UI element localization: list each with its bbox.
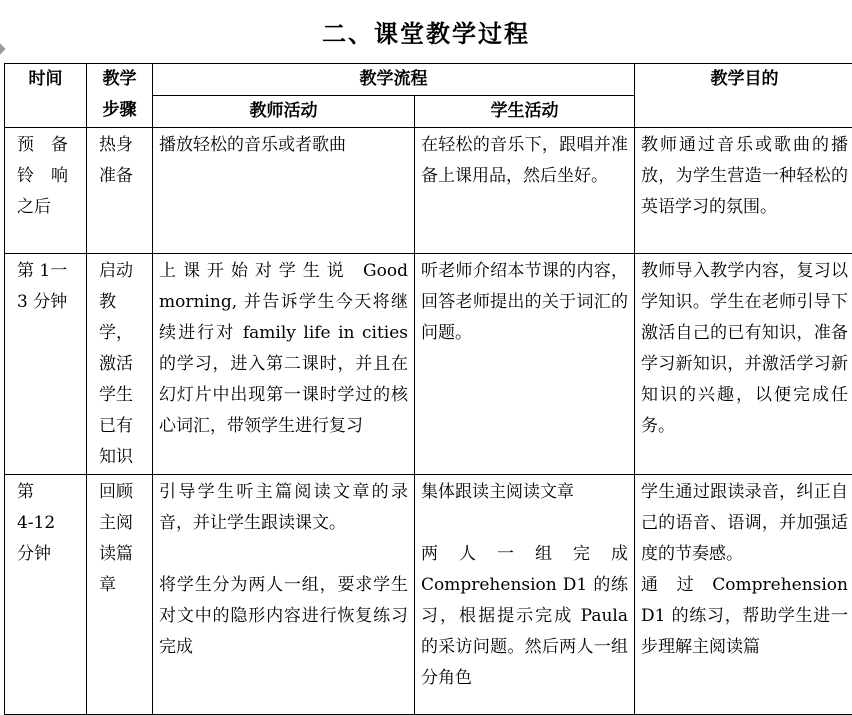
- header-time-label: 时间: [29, 69, 63, 89]
- row-student-activity: [415, 475, 635, 715]
- row-step: 回顾 主阅 读篇 章: [87, 475, 153, 715]
- purpose-paragraph: 通 过 Comprehension D1 的练习，帮助学生进一步理解主阅读篇: [641, 570, 848, 663]
- page-title: 二、课堂教学过程: [0, 14, 852, 49]
- row-teacher-activity: 播放轻松的音乐或者歌曲: [153, 128, 415, 254]
- row-time: 第 1一 3 分钟: [5, 254, 87, 475]
- header-teacher: 教师活动: [153, 96, 415, 128]
- row-step: 热身 准备: [87, 128, 153, 254]
- header-purpose: 教学目的: [635, 64, 852, 128]
- teaching-process-table: [4, 63, 852, 715]
- paragraph-gap: [159, 539, 408, 570]
- paragraph-gap: [421, 508, 628, 539]
- student-activity-paragraph: 集体跟读主阅读文章: [421, 477, 628, 508]
- header-step-line2: 步骤: [87, 95, 152, 126]
- row-student-activity: 听老师介绍本节课的内容，回答老师提出的关于词汇的问题。: [415, 254, 635, 475]
- row-purpose: 教师通过音乐或歌曲的播放，为学生营造一种轻松的英语学习的氛围。: [635, 128, 852, 254]
- teacher-activity-paragraph: 将学生分为两人一组，要求学生对文中的隐形内容进行恢复练习完成: [159, 570, 408, 663]
- row-student-activity: 在轻松的音乐下，跟唱并准备上课用品，然后坐好。: [415, 128, 635, 254]
- header-step: [87, 64, 153, 128]
- header-time: [5, 64, 87, 128]
- row-purpose: 教师导入教学内容，复习以学知识。学生在老师引导下激活自己的已有知识，准备学习新知识，并激活学习新知识的兴趣，以便完成任务。: [635, 254, 852, 475]
- student-activity-paragraph: 两 人 一 组 完 成 Comprehension D1 的练习，根据提示完成 Paula 的采访问题。然后两人一组分角色: [421, 539, 628, 694]
- row-purpose: [635, 475, 852, 715]
- table-row: [5, 128, 852, 254]
- header-step-line1: 教学: [87, 64, 152, 95]
- table-row: [5, 254, 852, 475]
- table-row: [5, 475, 852, 715]
- header-process: 教学流程: [153, 64, 635, 96]
- purpose-paragraph: 学生通过跟读录音，纠正自己的语音、语调，并加强适度的节奏感。: [641, 477, 848, 570]
- header-student: 学生活动: [415, 96, 635, 128]
- row-step: 启动 教 学， 激活 学生 已有 知识: [87, 254, 153, 475]
- row-teacher-activity: 上课开始对学生说 Good morning, 并告诉学生今天将继续进行对 family life in cities 的学习，进入第二课时，并且在幻灯片中出现第一课时学过的核心词汇，带领学生进行复习: [153, 254, 415, 475]
- row-time: 预 备 铃 响 之后: [5, 128, 87, 254]
- row-teacher-activity: [153, 475, 415, 715]
- row-time: 第 4-12 分钟: [5, 475, 87, 715]
- teacher-activity-paragraph: 引导学生听主篇阅读文章的录音，并让学生跟读课文。: [159, 477, 408, 539]
